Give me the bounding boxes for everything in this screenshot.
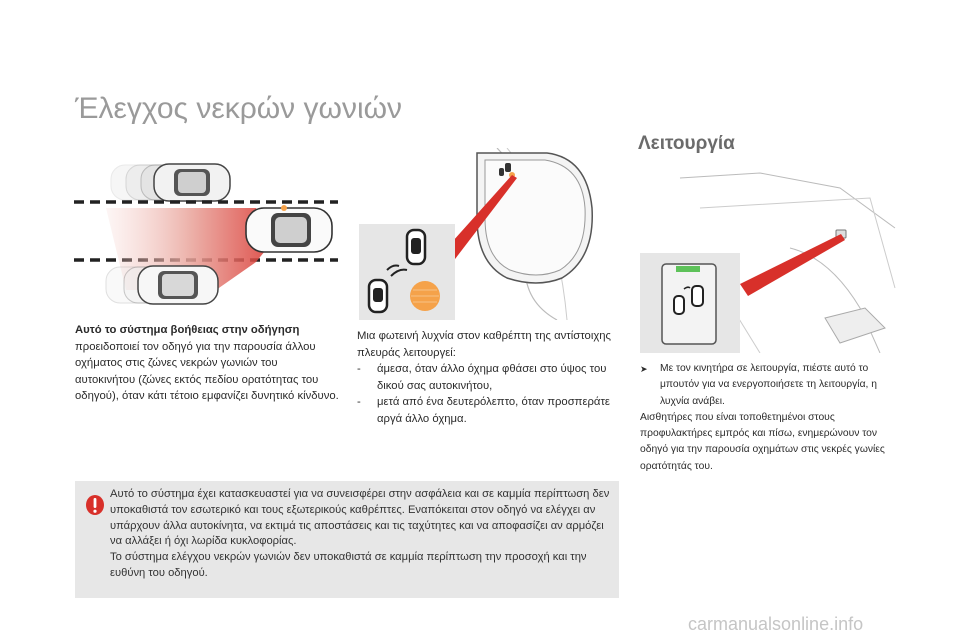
- list-dash: -: [357, 363, 361, 375]
- indicator-intro: Μια φωτεινή λυχνία στον καθρέπτη της αντίστοιχης πλευράς λειτουργεί:: [357, 330, 611, 359]
- operation-body: Αισθητήρες που είναι τοποθετημένοι στους προφυλακτήρες εμπρός και πίσω, ενημερώνουν τον οδηγό για την παρουσία οχημάτων στις νεκρές γωνίες ορατότητάς του.: [640, 411, 885, 472]
- passing-car: [154, 164, 230, 201]
- list-item: [357, 394, 622, 427]
- warning-paragraph: Το σύστημα ελέγχου νεκρών γωνιών δεν υποκαθιστά σε καμμία περίπτωση την προσοχή και την ευθύνη του οδηγού.: [110, 551, 587, 579]
- list-item-text: μετά από ένα δευτερόλεπτο, όταν προσπεράτε αργά άλλο όχημα.: [377, 396, 610, 425]
- indicator-column: [357, 328, 622, 427]
- page-title: Έλεγχος νεκρών γωνιών: [75, 92, 403, 125]
- list-dash: -: [357, 396, 361, 408]
- warning-box: [75, 481, 619, 598]
- warning-paragraph: Αυτό το σύστημα έχει κατασκευαστεί για να συνεισφέρει στην ασφάλεια και σε καμμία περίπτωση δεν υποκαθιστά τον εσωτερικό και τους εξωτερικούς καθρέπτες. Εναπόκειται στον οδηγό να ελέγχει αν υπάρχουν άλλα αυτοκίνητα, να εκτιμά τις αποστάσεις και τις ταχύτητες και να αποφασίζει αν αρμόζει να αλλάξει ή όχι λωρίδα κυκλοφορίας.: [110, 488, 610, 548]
- inset-own-car-icon: [407, 230, 425, 264]
- exclamation-icon: [85, 494, 105, 516]
- section-title: Λειτουργία: [638, 133, 735, 154]
- inset-other-car-icon: [369, 280, 387, 312]
- mirror-indicator-light: [281, 205, 287, 211]
- dashboard-switch-illustration: [640, 168, 900, 353]
- blind-spot-road-illustration: [66, 150, 341, 315]
- description-lead: Αυτό το σύστημα βοήθειας στην οδήγηση: [75, 324, 300, 336]
- door-mirror-illustration: [357, 148, 622, 320]
- own-car: [246, 208, 332, 252]
- description-body: προειδοποιεί τον οδηγό για την παρουσία άλλου οχήματος στις ζώνες νεκρών γωνιών του αυτοκινήτου (ζώνες εκτός πεδίου ορατότητας του οδηγού), όταν κάτι τέτοιο εμφανίζει δυνητικό κίνδυνο.: [75, 340, 339, 402]
- list-item: [357, 361, 622, 394]
- operation-step-text: Με τον κινητήρα σε λειτουργία, πιέστε αυτό το μπουτόν για να ενεργοποιήσετε τη λειτουργία, η λυχνία ανάβει.: [660, 363, 877, 407]
- list-item-text: άμεσα, όταν άλλο όχημα φθάσει στο ύψος του δικού σας αυτοκινήτου,: [377, 363, 607, 392]
- watermark: carmanualsonline.info: [688, 614, 864, 634]
- blind-spot-button[interactable]: [662, 264, 716, 344]
- operation-step: [640, 361, 905, 410]
- arrow-right-icon: ➤: [640, 364, 648, 374]
- button-led: [676, 266, 700, 272]
- warning-text: [110, 487, 610, 582]
- operation-column: [640, 361, 905, 475]
- trailing-car: [138, 266, 218, 304]
- description-column: [75, 322, 340, 405]
